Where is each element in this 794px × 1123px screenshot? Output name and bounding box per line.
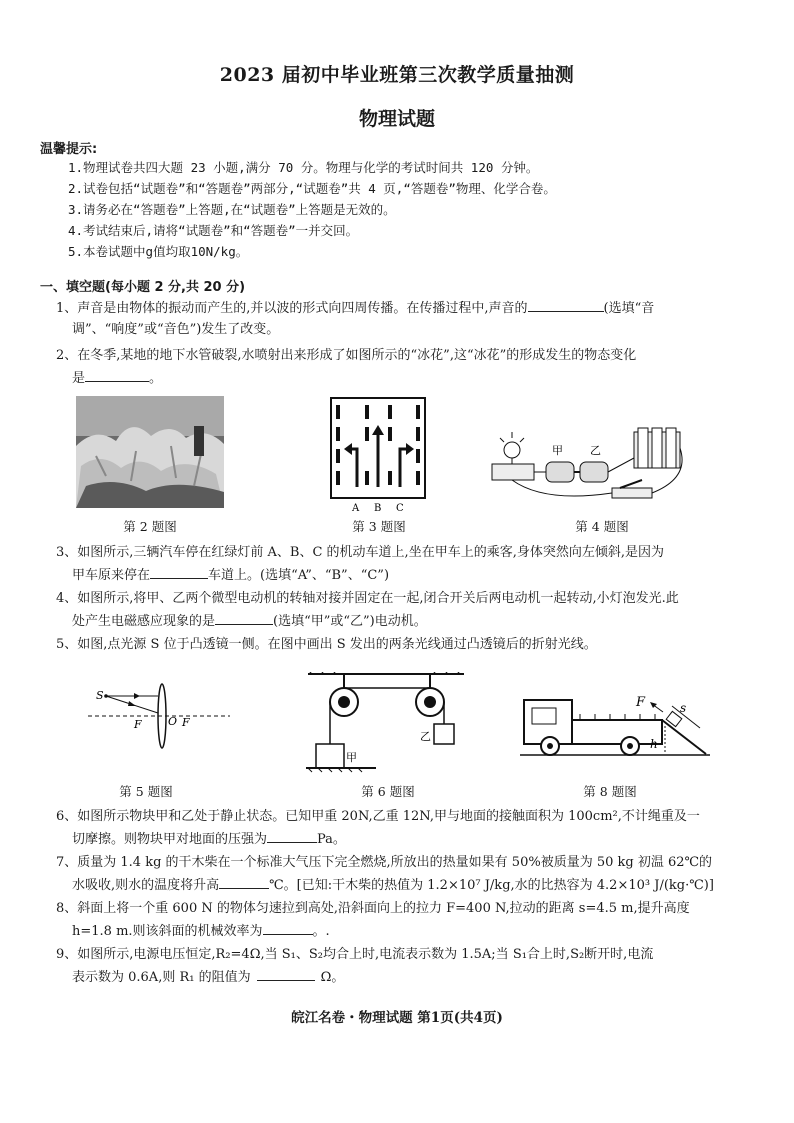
page-title: 2023 届初中毕业班第三次教学质量抽测 xyxy=(219,64,575,86)
block-yi-label: 乙 xyxy=(420,730,431,743)
tip-item-4: 4.考试结束后,请将“试题卷”和“答题卷”一并交回。 xyxy=(68,223,359,238)
figure-5-caption: 第 5 题图 xyxy=(119,784,173,799)
tips-heading: 温馨提示: xyxy=(40,142,98,157)
question-4-text-3: (选填“甲”或“乙”)电动机。 xyxy=(273,614,427,629)
question-8-text-2: h=1.8 m.则该斜面的机械效率为 xyxy=(72,924,263,939)
answer-blank-1[interactable] xyxy=(528,297,604,312)
question-6-text: 6、如图所示物块甲和乙处于静止状态。已知甲重 20N,乙重 12N,甲与地面的接触面积为 100cm²,不计绳重及一 xyxy=(56,809,700,824)
ramp-s-label: s xyxy=(680,701,687,715)
question-2 xyxy=(72,367,162,390)
question-2-text: 2、在冬季,某地的地下水管破裂,水喷射出来形成了如图所示的“冰花”,这“冰花”的形成发生的物态变化 xyxy=(56,348,637,363)
page-footer: 皖江名卷・物理试题 第1页(共4页) xyxy=(291,1010,503,1026)
answer-blank-4[interactable] xyxy=(215,610,273,625)
question-6-text-3: Pa。 xyxy=(317,832,346,847)
question-8 xyxy=(72,920,330,943)
ramp-h-label: h xyxy=(650,737,658,751)
motor-yi-label: 乙 xyxy=(590,444,601,457)
lens-s-label: S xyxy=(96,689,104,702)
tip-item-3: 3.请务必在“答题卷”上答题,在“试题卷”上答题是无效的。 xyxy=(68,202,396,217)
lens-f1-label: F xyxy=(134,718,142,731)
figure-4-caption: 第 4 题图 xyxy=(575,519,629,534)
question-2-text-2: 是 xyxy=(72,371,86,386)
answer-blank-9[interactable] xyxy=(257,966,315,981)
question-5-text: 5、如图,点光源 S 位于凸透镜一侧。在图中画出 S 发出的两条光线通过凸透镜后的折射光线。 xyxy=(56,637,597,652)
figure-5-lens xyxy=(84,670,234,750)
question-8-text-3: 。. xyxy=(312,924,330,939)
question-3-text: 3、如图所示,三辆汽车停在红绿灯前 A、B、C 的机动车道上,坐在甲车上的乘客,身体突然向左倾斜,是因为 xyxy=(56,545,664,560)
lane-b-label: B xyxy=(374,503,382,513)
block-jia-label: 甲 xyxy=(346,751,357,764)
motor-jia-label: 甲 xyxy=(552,444,563,457)
tip-item-1: 1.物理试卷共四大题 23 小题,满分 70 分。物理与化学的考试时间共 120 分钟。 xyxy=(68,160,539,175)
question-4-text-2: 处产生电磁感应现象的是 xyxy=(72,614,216,629)
question-2-text-3: 。 xyxy=(149,371,163,386)
lane-a-label: A xyxy=(352,503,360,513)
ramp-f-label: F xyxy=(636,695,646,710)
figure-4-circuit xyxy=(484,418,694,506)
question-1-text: 1、声音是由物体的振动而产生的,并以波的形式向四周传播。在传播过程中,声音的 xyxy=(56,301,528,316)
question-7-text-2: 水吸收,则水的温度将升高 xyxy=(72,878,220,893)
figure-6-pulleys xyxy=(306,672,466,776)
question-7-text: 7、质量为 1.4 kg 的干木柴在一个标准大气压下完全燃烧,所放出的热量如果有 50%被质量为 50 kg 初温 62℃的 xyxy=(56,855,713,870)
question-9-text-3: Ω。 xyxy=(320,970,345,985)
figure-6-caption: 第 6 题图 xyxy=(361,784,415,799)
figure-8-caption: 第 8 题图 xyxy=(583,784,637,799)
question-9-text-2: 表示数为 0.6A,则 R₁ 的阻值为 xyxy=(72,970,251,985)
figure-2-caption: 第 2 题图 xyxy=(123,519,177,534)
figure-8-truck xyxy=(520,684,710,762)
tip-item-5: 5.本卷试题中g值均取10N/kg。 xyxy=(68,244,249,259)
question-9-text: 9、如图所示,电源电压恒定,R₂=4Ω,当 S₁、S₂均合上时,电流表示数为 1.5A;当 S₁合上时,S₂断开时,电流 xyxy=(56,947,654,962)
question-6 xyxy=(72,828,346,851)
figure-3-lanes xyxy=(330,397,426,513)
question-7 xyxy=(72,874,714,897)
page-subtitle: 物理试题 xyxy=(358,108,435,130)
lens-o-label: O xyxy=(168,715,178,728)
question-3 xyxy=(72,564,389,587)
question-7-text-3: ℃。[已知:干木柴的热值为 1.2×10⁷ J/kg,水的比热容为 4.2×10³ J/(kg·℃)] xyxy=(269,878,714,893)
question-1-cont: 调”、“响度”或“音色”)发生了改变。 xyxy=(72,322,280,337)
answer-blank-7[interactable] xyxy=(219,874,269,889)
figure-2-photo xyxy=(76,396,224,508)
question-4 xyxy=(72,610,427,633)
question-4-text: 4、如图所示,将甲、乙两个微型电动机的转轴对接并固定在一起,闭合开关后两电动机一起转动,小灯泡发光.此 xyxy=(56,591,679,606)
question-1 xyxy=(56,297,654,320)
section-heading: 一、填空题(每小题 2 分,共 20 分) xyxy=(40,280,246,295)
answer-blank-6[interactable] xyxy=(267,828,317,843)
answer-blank-3[interactable] xyxy=(150,564,208,579)
question-6-text-2: 切摩擦。则物块甲对地面的压强为 xyxy=(72,832,268,847)
question-1-text-2: (选填“音 xyxy=(603,301,655,316)
lane-c-label: C xyxy=(396,503,404,513)
answer-blank-2[interactable] xyxy=(85,367,149,382)
question-8-text: 8、斜面上将一个重 600 N 的物体匀速拉到高处,沿斜面向上的拉力 F=400 N,拉动的距离 s=4.5 m,提升高度 xyxy=(56,901,690,916)
question-3-text-2: 甲车原来停在 xyxy=(72,568,151,583)
lens-f2-label: F xyxy=(182,716,190,729)
answer-blank-8[interactable] xyxy=(263,920,313,935)
figure-3-caption: 第 3 题图 xyxy=(352,519,406,534)
tip-item-2: 2.试卷包括“试题卷”和“答题卷”两部分,“试题卷”共 4 页,“答题卷”物理、化学合卷。 xyxy=(68,181,556,196)
question-9 xyxy=(72,966,344,989)
question-3-text-3: 车道上。(选填“A”、“B”、“C”) xyxy=(208,568,390,583)
